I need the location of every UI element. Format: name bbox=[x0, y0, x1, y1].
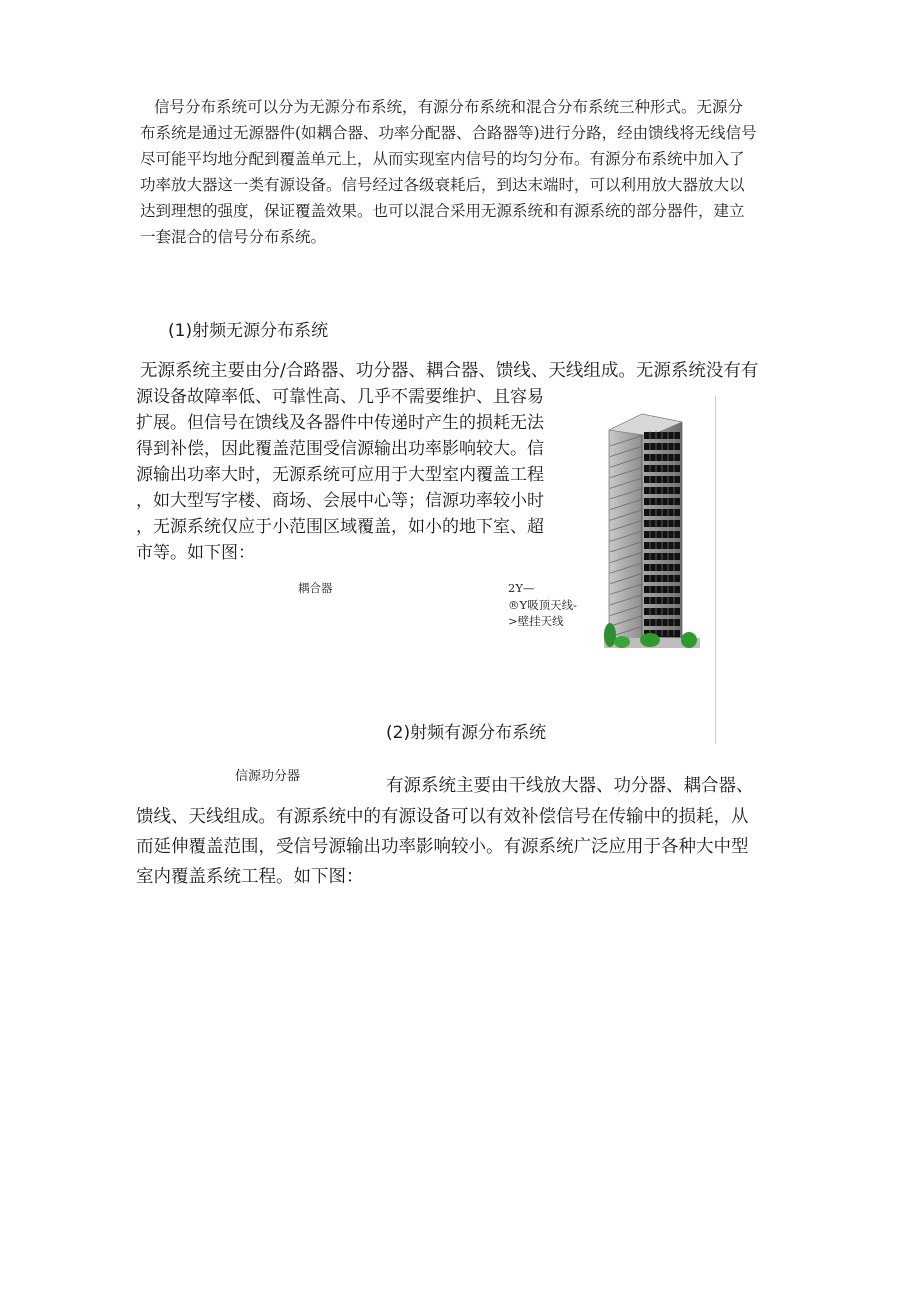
antenna-label bbox=[508, 580, 577, 630]
source-splitter-label: 信源功分器 bbox=[235, 769, 301, 784]
active-line: 馈线、天线组成。有源系统中的有源设备可以有效补偿信号在传输中的损耗，从 bbox=[136, 807, 749, 827]
intro-line: 达到理想的强度，保证覆盖效果。也可以混合采用无源系统和有源系统的部分器件，建立 bbox=[140, 202, 745, 220]
intro-paragraph bbox=[140, 94, 800, 250]
passive-line: 源设备故障率低、可靠性高、几乎不需要维护、且容易 bbox=[136, 387, 544, 407]
active-line: 室内覆盖系统工程。如下图： bbox=[136, 867, 364, 887]
antenna-label-line: >壁挂天线 bbox=[508, 614, 564, 628]
divider-line bbox=[715, 396, 716, 744]
active-first-line: 有源系统主要由干线放大器、功分器、耦合器、 bbox=[386, 776, 754, 796]
passive-paragraph bbox=[136, 384, 544, 566]
passive-first-line: 无源系统主要由分/合路器、功分器、耦合器、馈线、天线组成。无源系统没有有 bbox=[140, 361, 759, 381]
passive-line: 得到补偿，因此覆盖范围受信源输出功率影响较大。信 bbox=[136, 439, 544, 459]
intro-line: 一套混合的信号分布系统。 bbox=[140, 228, 327, 246]
coupler-label: 耦合器 bbox=[298, 581, 333, 595]
passive-line: ，无源系统仅应于小范围区域覆盖，如小的地下室、超 bbox=[136, 517, 544, 537]
intro-line: 布系统是通过无源器件(如耦合器、功率分配器、合路器等)进行分路，经由馈线将无线信号 bbox=[140, 124, 757, 142]
passive-line: 源输出功率大时，无源系统可应用于大型室内覆盖工程 bbox=[136, 465, 544, 485]
antenna-label-line: ®Y吸顶天线- bbox=[508, 597, 577, 612]
section-heading-passive: (1)射频无源分布系统 bbox=[168, 321, 329, 341]
passive-line: 市等。如下图： bbox=[136, 543, 255, 563]
passive-line: ，如大型写字楼、商场、会展中心等；信源功率较小时 bbox=[136, 491, 544, 511]
passive-line: 扩展。但信号在馈线及各器件中传递时产生的损耗无法 bbox=[136, 413, 544, 433]
antenna-label-line: 2Y— bbox=[508, 581, 535, 595]
office-building-illustration bbox=[600, 400, 702, 658]
active-line: 而延伸覆盖范围，受信号源输出功率影响较小。有源系统广泛应用于各种大中型 bbox=[136, 837, 749, 857]
intro-line: 功率放大器这一类有源设备。信号经过各级衰耗后，到达末端时，可以利用放大器放大以 bbox=[140, 176, 745, 194]
intro-line: 信号分布系统可以分为无源分布系统，有源分布系统和混合分布系统三种形式。无源分 bbox=[154, 98, 744, 116]
active-paragraph bbox=[136, 802, 749, 892]
section-heading-active: (2)射频有源分布系统 bbox=[386, 723, 547, 743]
intro-line: 尽可能平均地分配到覆盖单元上，从而实现室内信号的均匀分布。有源分布系统中加入了 bbox=[140, 150, 745, 168]
